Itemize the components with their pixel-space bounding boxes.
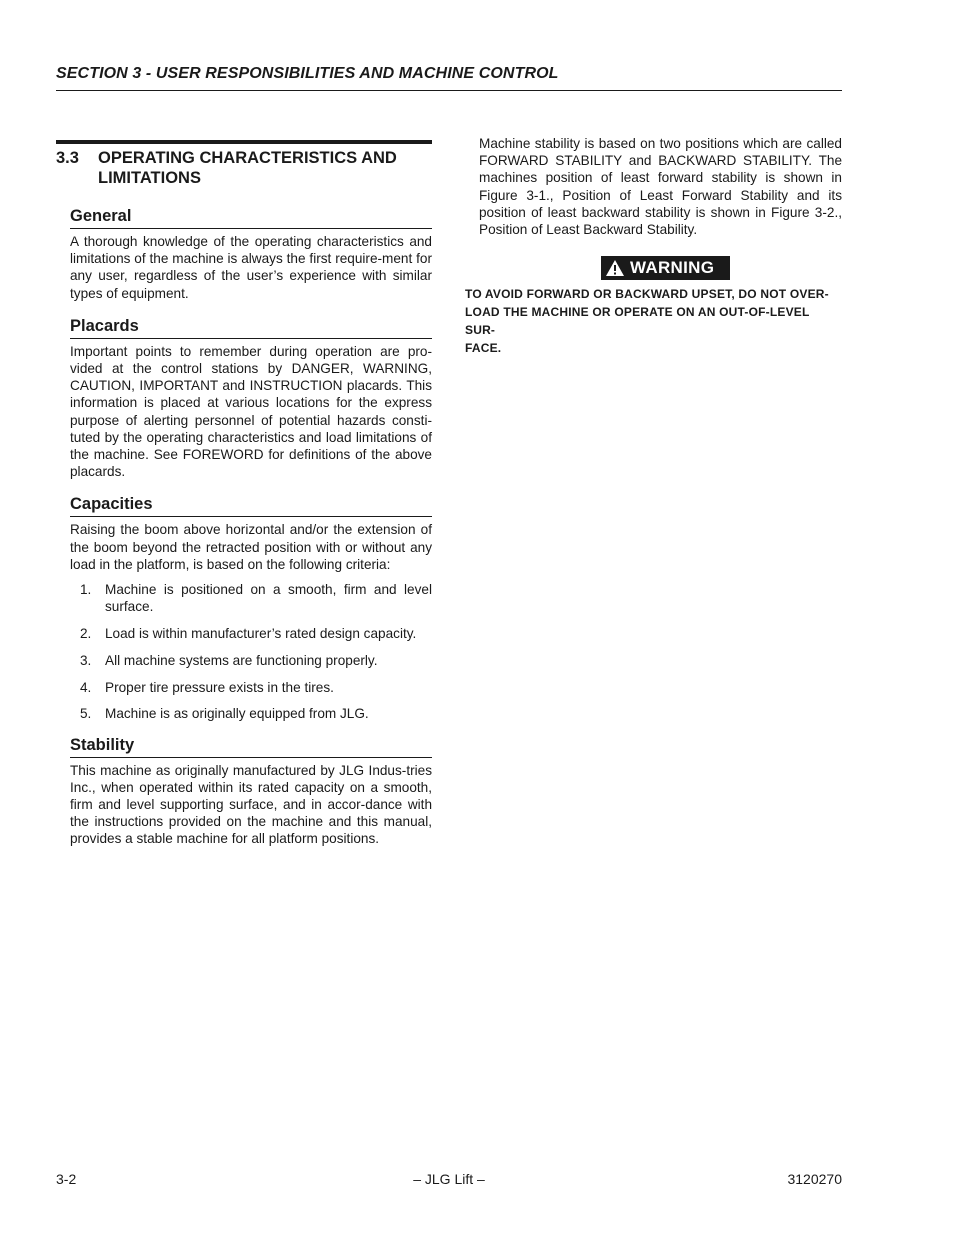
- list-item: [70, 652, 432, 669]
- general-section: [70, 206, 432, 302]
- stability-heading: Stability: [70, 735, 432, 758]
- warning-block: [465, 256, 842, 357]
- warning-badge: [601, 256, 730, 280]
- right-column: [479, 135, 842, 238]
- warning-label: WARNING: [630, 258, 715, 277]
- page-header: [56, 64, 842, 91]
- stability-section: [70, 735, 432, 848]
- document-number: 3120270: [787, 1171, 842, 1187]
- list-item-number: 1.: [80, 582, 92, 598]
- stability-positions-body: Machine stability is based on two positions which are called FORWARD STABILITY and BACKWARD STABILITY. The machines position of least forward stability is shown in Figure 3-1., Position of Least Forward Stability and its position of least backward stability is shown in Figure 3-2., Position of Least Backward Stability.: [479, 136, 842, 238]
- capacities-body: Raising the boom above horizontal and/or the extension of the boom beyond the retracted position with or without any load in the platform, is based on the following criteria:: [70, 522, 432, 572]
- capacities-section: [70, 494, 432, 722]
- list-item: [70, 581, 432, 615]
- general-body: A thorough knowledge of the operating characteristics and limitations of the machine is always the first require-ment for any user, regardless of the user’s experience with similar types of equipment.: [70, 234, 432, 301]
- placards-heading: Placards: [70, 316, 432, 339]
- page-number: 3-2: [56, 1171, 77, 1187]
- list-item-text: Machine is as originally equipped from JLG.: [105, 706, 369, 722]
- section-heading: [56, 148, 432, 188]
- capacities-heading: Capacities: [70, 494, 432, 517]
- section-rule: [56, 140, 432, 144]
- section-number: 3.3: [56, 149, 79, 167]
- section-title: OPERATING CHARACTERISTICS AND LIMITATIONS: [98, 149, 397, 187]
- list-item-number: 4.: [80, 679, 92, 695]
- section-header-title: SECTION 3 - USER RESPONSIBILITIES AND MACHINE CONTROL: [56, 65, 559, 82]
- page-footer: [56, 1169, 842, 1189]
- warning-triangle-icon: [605, 259, 625, 277]
- list-item-text: Proper tire pressure exists in the tires.: [105, 679, 334, 695]
- left-column: [56, 140, 432, 848]
- list-item-number: 2.: [80, 626, 92, 642]
- list-item-number: 5.: [80, 706, 92, 722]
- list-item: [70, 625, 432, 642]
- placards-body: Important points to remember during operation are pro-vided at the control stations by DANGER, WARNING, CAUTION, IMPORTANT and INSTRUCTION placards. This information is placed at various locations for the express purpose of alerting personnel of potential hazards consti-tuted by the operating characteristics and load limitations of the machine. See FOREWORD for definitions of the above placards.: [70, 343, 432, 480]
- list-item: [70, 705, 432, 722]
- list-item: [70, 679, 432, 696]
- footer-center-title: – JLG Lift –: [413, 1171, 485, 1187]
- stability-body: This machine as originally manufactured by JLG Indus-tries Inc., when operated within its rated capacity on a smooth, firm and level supporting surface, and in accor-dance with the instructions provided on the machine and this manual, provides a stable machine for all platform positions.: [70, 762, 432, 847]
- list-item-text: All machine systems are functioning properly.: [105, 652, 378, 668]
- warning-text: TO AVOID FORWARD OR BACKWARD UPSET, DO NOT OVER- LOAD THE MACHINE OR OPERATE ON AN OUT-OF-LEVEL SUR- FACE.: [465, 287, 829, 355]
- capacities-criteria-list: [70, 581, 432, 723]
- list-item-text: Load is within manufacturer’s rated design capacity.: [105, 626, 417, 642]
- list-item-number: 3.: [80, 652, 92, 668]
- placards-section: [70, 316, 432, 481]
- general-heading: General: [70, 206, 432, 229]
- list-item-text: Machine is positioned on a smooth, firm and level surface.: [105, 582, 432, 615]
